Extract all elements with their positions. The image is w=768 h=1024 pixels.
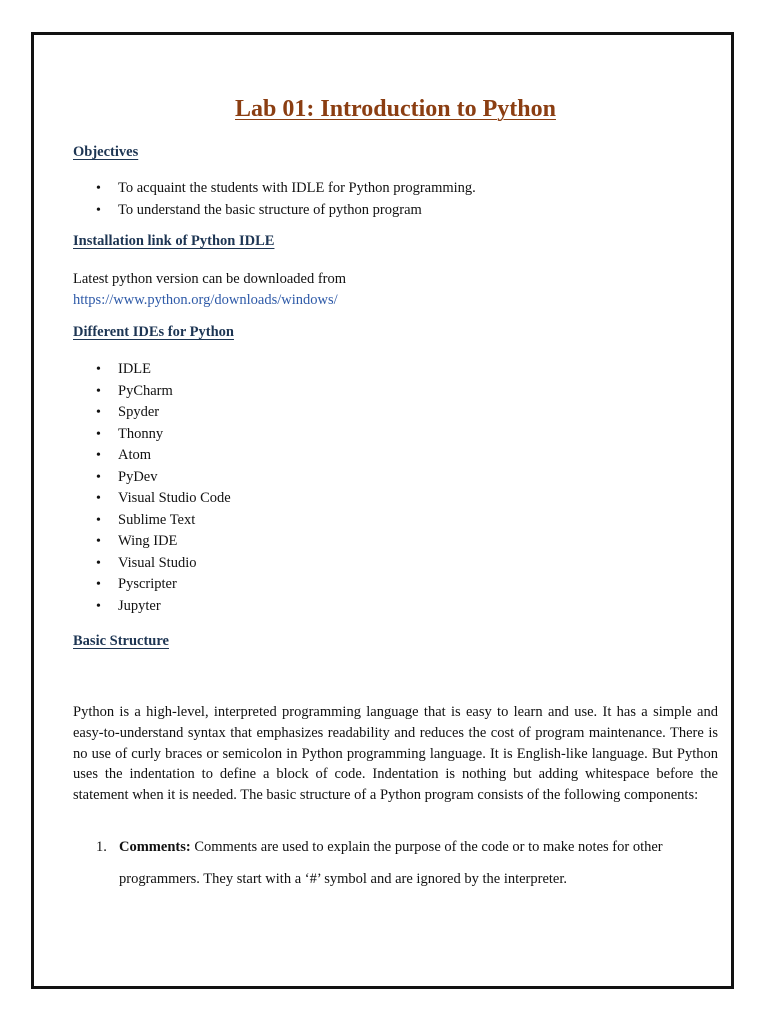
objectives-heading: Objectives: [73, 144, 139, 160]
installation-text: [73, 269, 346, 310]
list-item: • PyDev: [73, 467, 231, 489]
basic-structure-heading: Basic Structure: [73, 633, 169, 649]
component-item-comments: [96, 831, 696, 895]
list-item: • To understand the basic structure of python program: [73, 200, 476, 222]
installation-heading: Installation link of Python IDLE: [73, 233, 275, 249]
python-download-link[interactable]: https://www.python.org/downloads/windows/: [73, 291, 338, 308]
list-item: • PyCharm: [73, 381, 231, 403]
list-item: • Jupyter: [73, 596, 231, 618]
document-title: Lab 01: Introduction to Python: [235, 96, 556, 122]
list-item: • Pyscripter: [73, 574, 231, 596]
list-item: • Atom: [73, 445, 231, 467]
list-item: • Sublime Text: [73, 510, 231, 532]
component-number: 1.: [96, 839, 107, 855]
list-item: • IDLE: [73, 359, 231, 381]
list-item: • Wing IDE: [73, 531, 231, 553]
list-item: • Spyder: [73, 402, 231, 424]
list-item: • To acquaint the students with IDLE for Python programming.: [73, 178, 476, 200]
list-item: • Thonny: [73, 424, 231, 446]
component-description: Comments are used to explain the purpose of the code or to make notes for other programmers. They start with a ‘#’ symbol and are ignored by the interpreter.: [119, 839, 663, 887]
component-term: Comments:: [119, 839, 191, 855]
component-text: [96, 831, 696, 895]
objectives-list: [73, 178, 476, 221]
list-item: • Visual Studio: [73, 553, 231, 575]
ides-list: [73, 359, 231, 617]
basic-structure-paragraph: Python is a high-level, interpreted programming language that is easy to learn and use. It has a simple and easy-to-understand syntax that emphasizes readability and reduces the cost of program maintenance. There is no use of curly braces or semicolon in Python programming language. It is English-like language. But Python uses the indentation to define a block of code. Indentation is nothing but adding whitespace before the statement when it is needed. The basic structure of a Python program consists of the following components:: [73, 704, 718, 804]
installation-description: Latest python version can be downloaded from: [73, 271, 347, 287]
ides-heading: Different IDEs for Python: [73, 324, 234, 340]
list-item: • Visual Studio Code: [73, 488, 231, 510]
